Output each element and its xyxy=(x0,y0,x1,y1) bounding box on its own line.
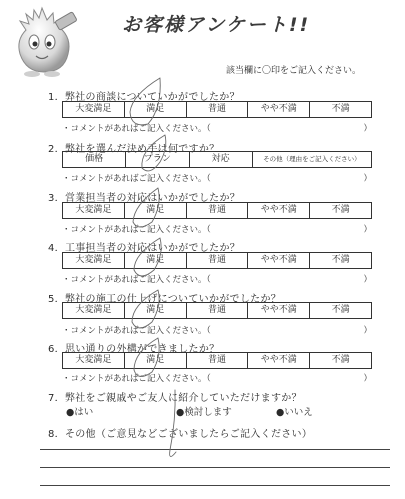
comment-prompt: ・コメントがあればご記入ください。（ xyxy=(62,225,211,235)
q3-comment xyxy=(62,223,372,235)
comment-prompt: ・コメントがあればご記入ください。（ xyxy=(62,275,211,285)
question-2-options xyxy=(62,151,372,168)
q6-option[interactable]: やや不満 xyxy=(247,353,309,368)
write-in-line[interactable] xyxy=(40,449,390,450)
q2-option-other[interactable]: その他（理由をご記入ください） xyxy=(252,152,371,167)
comment-close: ） xyxy=(363,374,372,384)
comment-close: ） xyxy=(363,124,372,134)
q6-option[interactable]: 大変満足 xyxy=(75,355,112,365)
q3-option[interactable]: やや不満 xyxy=(247,203,309,218)
q5-option[interactable]: やや不満 xyxy=(247,303,309,318)
q6-option[interactable]: 普通 xyxy=(186,353,248,368)
q3-option[interactable]: 不満 xyxy=(309,203,371,218)
q5-option[interactable]: 満足 xyxy=(124,303,186,318)
q1-option[interactable]: やや不満 xyxy=(247,102,309,117)
comment-prompt: ・コメントがあればご記入ください。（ xyxy=(62,374,211,384)
write-in-line[interactable] xyxy=(40,485,390,486)
q6-comment xyxy=(62,372,372,384)
q1-option[interactable]: 普通 xyxy=(186,102,248,117)
comment-prompt: ・コメントがあればご記入ください。（ xyxy=(62,174,211,184)
question-6-label: 6．思い通りの外構ができましたか？ xyxy=(48,344,220,355)
q2-option[interactable]: プラン xyxy=(125,152,188,167)
question-4-label: 4．工事担当者の対応はいかがでしたか？ xyxy=(48,243,241,254)
q6-option[interactable]: 満足 xyxy=(124,353,186,368)
q4-option[interactable]: 大変満足 xyxy=(75,255,112,265)
comment-close: ） xyxy=(363,225,372,235)
q2-comment xyxy=(62,172,372,184)
q4-option[interactable]: 不満 xyxy=(309,253,371,268)
q4-option[interactable]: やや不満 xyxy=(247,253,309,268)
question-8-label: 8．その他（ご意見などございましたらご記入ください） xyxy=(48,429,313,440)
write-in-line[interactable] xyxy=(40,467,390,468)
q7-option-consider[interactable]: ●検討します xyxy=(176,407,232,418)
comment-prompt: ・コメントがあればご記入ください。（ xyxy=(62,124,211,134)
question-3-options xyxy=(62,202,372,219)
comment-close: ） xyxy=(363,174,372,184)
q5-option[interactable]: 普通 xyxy=(186,303,248,318)
question-1-label: 1．弊社の商談についていかがでしたか？ xyxy=(48,92,240,103)
question-7-label: 7．弊社をご親戚やご友人に紹介していただけますか？ xyxy=(48,393,302,404)
question-5-options xyxy=(62,302,372,319)
question-2-label: 2．弊社を選んだ決め手は何ですか？ xyxy=(48,144,220,155)
question-1-options xyxy=(62,101,372,118)
q3-option[interactable]: 満足 xyxy=(124,203,186,218)
instruction-text: 該当欄に〇印をご記入ください。 xyxy=(226,66,362,76)
q5-comment xyxy=(62,324,372,336)
comment-close: ） xyxy=(363,275,372,285)
q1-option[interactable]: 満足 xyxy=(124,102,186,117)
q6-option[interactable]: 不満 xyxy=(309,353,371,368)
q7-option-yes[interactable]: ●はい xyxy=(66,407,94,418)
question-7-options xyxy=(66,404,346,418)
comment-prompt: ・コメントがあればご記入ください。（ xyxy=(62,326,211,336)
mascot-illustration xyxy=(6,4,78,78)
page-title: お客様アンケート!! xyxy=(122,14,311,36)
comment-close: ） xyxy=(363,326,372,336)
q4-option[interactable]: 満足 xyxy=(124,253,186,268)
q2-option[interactable]: 対応 xyxy=(189,152,252,167)
q7-option-no[interactable]: ●いいえ xyxy=(276,407,313,418)
question-3-label: 3．営業担当者の対応はいかがでしたか？ xyxy=(48,193,241,204)
q1-comment xyxy=(62,122,372,134)
q5-option[interactable]: 大変満足 xyxy=(75,305,112,315)
q1-option[interactable]: 不満 xyxy=(309,102,371,117)
q2-option[interactable]: 価格 xyxy=(85,154,104,164)
q3-option[interactable]: 普通 xyxy=(186,203,248,218)
question-5-label: 5．弊社の施工の仕上げについていかがでしたか？ xyxy=(48,294,282,305)
question-6-options xyxy=(62,352,372,369)
q5-option[interactable]: 不満 xyxy=(309,303,371,318)
q4-option[interactable]: 普通 xyxy=(186,253,248,268)
q1-option[interactable]: 大変満足 xyxy=(75,104,112,114)
q3-option[interactable]: 大変満足 xyxy=(75,205,112,215)
question-4-options xyxy=(62,252,372,269)
q4-comment xyxy=(62,273,372,285)
